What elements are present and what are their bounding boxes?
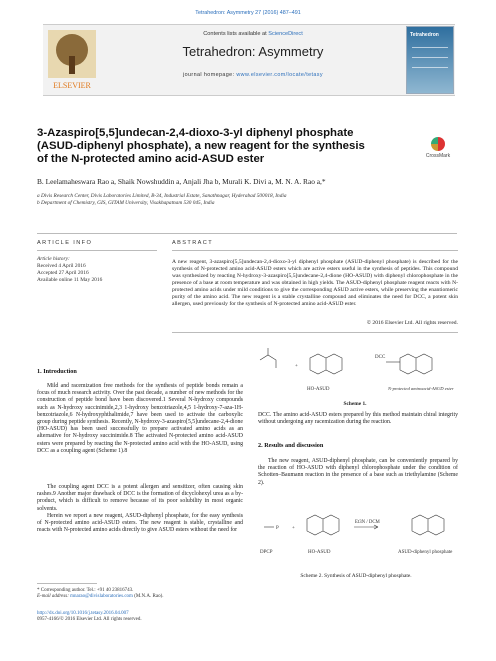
crossmark-badge[interactable] [418, 137, 458, 159]
scheme-1-diagram [250, 340, 460, 398]
email-note [37, 594, 257, 600]
divider [172, 250, 458, 251]
intro-paragraph-1: Mild and racemization free methods for the synthesis of peptide bonds remain a focus of much research activity. Over the past decade, a number of new methods for the construction of peptide bond have been discovered.1 Several N-hydroxy compounds such as N-hydroxy succinimide,2,3 1-hydroxy benzotriazole,4,5 1-hydroxy-7-aza-1H-benzotriazole,6 N-hydroxyphthalimide,7 have been used to activate the carboxylic group during peptide synthesis. Recently, N-hydroxy-3-azaspiro[5,5]undecane-2,4-dione (HO-ASUD) has been used successfully to prepare activated amino acids as an alternative for N-hydroxy succinimide.8 The activated N-protected amino acid-ASUD esters were prepared by reacting the N-protected amino acid with the HO-ASUD, using DCC as a coupling agent (Scheme 1).8 [37, 383, 243, 454]
svg-text:P: P [276, 526, 279, 531]
crossmark-icon [431, 137, 445, 151]
divider [37, 233, 457, 234]
article-info-heading: ARTICLE INFO [37, 240, 93, 246]
scheme-2-hoasud-label: HO-ASUD [308, 550, 331, 555]
email-suffix: (M.N.A. Rao). [132, 594, 164, 600]
right-col-paragraph-1: DCC. The amino acid-ASUD esters prepared by this method maintain chiral integrity without undergoing any racemization during the reaction. [258, 412, 458, 426]
homepage-link[interactable]: www.elsevier.com/locate/tetasy [236, 72, 323, 78]
intro-paragraph-2: The coupling agent DCC is a potent allergen and sensitizer, often causing skin rashes.9 Another major drawback of DCC is the formation of dicyclohexyl urea as a by-product, which is difficult to remove because of its poor solubility in most organic solvents. [37, 484, 243, 512]
article-history [37, 256, 157, 284]
email-label: E-mail address: [37, 594, 71, 600]
results-heading: 2. Results and discussion [258, 442, 324, 449]
intro-paragraph-3: Herein we report a new reagent, ASUD-diphenyl phosphate, for the easy synthesis of N-protected amino acid-ASUD esters. The new reagent is stable, crystalline and reacts with N-protected amino acids directly to give ASUD esters without the need for [37, 513, 243, 534]
scheme-2-diagram [252, 497, 460, 565]
title-line-2: (ASUD-diphenyl phosphate), a new reagent for the synthesis [37, 140, 365, 152]
online-date: Available online 11 May 2016 [37, 277, 103, 283]
journal-cover-thumbnail [406, 26, 454, 94]
footnote-divider [37, 583, 97, 584]
doi-link[interactable]: http://dx.doi.org/10.1016/j.tetasy.2016.04.007 [37, 611, 129, 616]
author-list: B. Leelamaheswara Rao a, Shaik Nowshuddin a, Anjali Jha b, Murali K. Divi a, M. N. A. Rao a,* [37, 177, 326, 186]
elsevier-tree-logo [44, 26, 100, 94]
title-line-1: 3-Azaspiro[5,5]undecan-2,4-dioxo-3-yl diphenyl phosphate [37, 127, 354, 139]
scheme-1-dcc-label: DCC [375, 355, 386, 360]
sciencedirect-link[interactable]: ScienceDirect [268, 31, 303, 37]
contents-prefix: Contents lists available at [203, 31, 269, 37]
doi-block [37, 611, 297, 624]
scheme-1-hoasud-label: HO-ASUD [307, 387, 330, 392]
article-title [37, 127, 437, 166]
contents-lists-line [100, 31, 406, 37]
affiliation-b: b Department of Chemistry, GIS, GITAM University, Visakhapatnam 530 045, India [37, 200, 215, 206]
email-link[interactable]: mnarao@divislaboratories.com [70, 594, 133, 600]
divider [172, 332, 458, 333]
received-date: Received 4 April 2016 [37, 263, 86, 269]
divider [37, 250, 157, 251]
corresponding-author-note: * Corresponding author. Tel.: +91 40 23816743. [37, 588, 134, 593]
svg-text:+: + [295, 364, 298, 369]
scheme-1-product-label: N-protected aminoacid-ASUD ester [388, 386, 454, 391]
accepted-date: Accepted 27 April 2016 [37, 270, 89, 276]
title-line-3: of the N-protected amino acid-ASUD ester [37, 153, 265, 165]
issn-line: 0957-4166/© 2016 Elsevier Ltd. All rights reserved. [37, 617, 142, 623]
journal-name: Tetrahedron: Asymmetry [182, 44, 324, 59]
abstract-copyright: © 2016 Elsevier Ltd. All rights reserved. [366, 320, 458, 326]
elsevier-wordmark: ELSEVIER [53, 81, 91, 90]
homepage-prefix: journal homepage: [183, 72, 237, 78]
abstract-body: A new reagent, 3-azaspiro[5,5]undecan-2,4-dioxo-3-yl diphenyl phosphate (ASUD-diphenyl phosphate) is described for the synthesis of N-protected amino acid-ASUD esters which are active esters useful in the synthesis of peptides. This compound was synthesized by reacting N-hydroxy-3-azaspiro[5,5]undecane-2,4-dione (HO-ASUD) with diphenyl chlorophosphate in the presence of a base at room temperature and was obtained in high yields. The ASUD-diphenyl phosphate reagent reacts with N-protected amino acids under mild conditions to give the corresponding ASUD active esters, while preserving the enantiomeric purity of the amino acid. The new reagent is a stable crystalline compound and eliminates the need for DCC, a potent skin allergen, used previously for the synthesis of N-protected amino acid-ASUD ester. [172, 259, 458, 307]
journal-homepage-line [100, 72, 406, 78]
footnotes [37, 588, 257, 601]
right-col-paragraph-2: The new reagent, ASUD-diphenyl phosphate, can be conveniently prepared by the reaction of HO-ASUD with diphenyl chlorophosphate under the condition of Schotten–Baumann reaction in the presence of a base such as triethylamine (Scheme 2). [258, 458, 458, 486]
scheme-1-caption: Scheme 1. [343, 401, 367, 407]
scheme-2-dpcp-label: DPCP [260, 550, 273, 555]
cover-title: Tetrahedron [410, 32, 439, 38]
svg-text:+: + [292, 526, 295, 531]
intro-heading: 1. Introduction [37, 368, 77, 375]
journal-citation[interactable]: Tetrahedron: Asymmetry 27 (2016) 487–491 [195, 10, 301, 16]
scheme-2-product-label: ASUD-diphenyl phosphate [398, 550, 453, 555]
history-label: Article history: [37, 256, 70, 262]
crossmark-label: CrossMark [425, 153, 451, 159]
scheme-2-caption: Scheme 2. Synthesis of ASUD-diphenyl phosphate. [300, 573, 412, 579]
scheme-2-reagent-label: Et3N / DCM [355, 520, 380, 525]
affiliation-a: a Divis Research Center, Divis Laboratories Limited, B-34, Industrial Estate, Sanathnagar, Hyderabad 500018, India [37, 193, 287, 199]
abstract-heading: ABSTRACT [172, 240, 214, 246]
